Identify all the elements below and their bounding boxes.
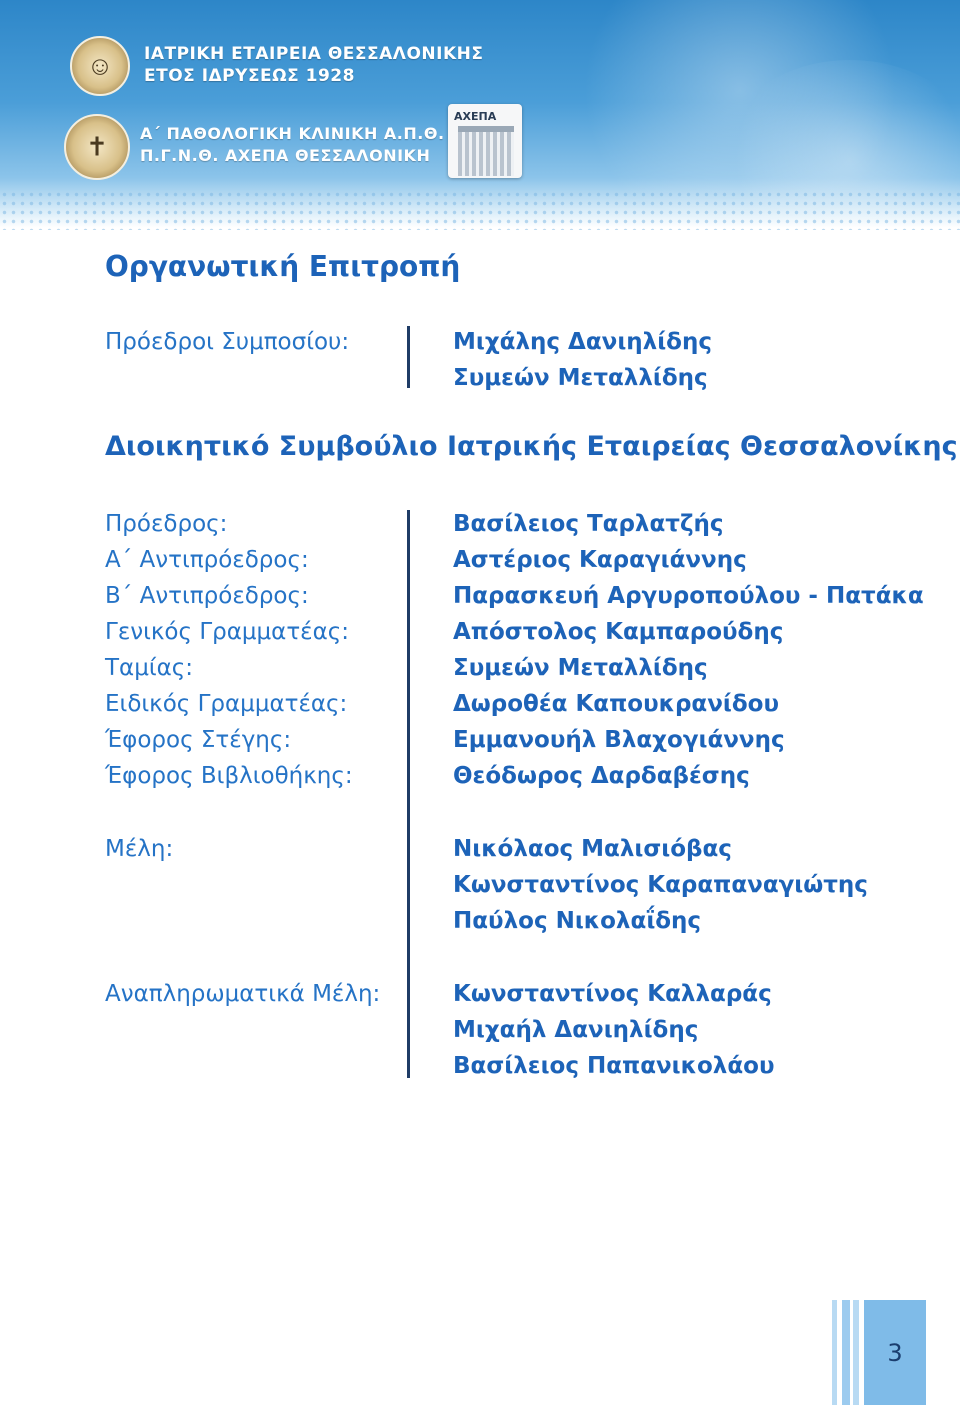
page-number: 3 <box>864 1300 926 1405</box>
hospital-name: Π.Γ.Ν.Θ. ΑΧΕΠΑ ΘΕΣΣΑΛΟΝΙΚΗ <box>140 146 431 165</box>
officer-role: Α΄ Αντιπρόεδρος: <box>105 547 309 573</box>
saint-icon-logo <box>64 114 130 180</box>
officer-name: Δωροθέα Καπουκρανίδου <box>453 691 779 717</box>
symposium-chairs-label: Πρόεδροι Συμποσίου: <box>105 329 350 355</box>
divider-line-2 <box>407 510 410 1078</box>
officer-name: Εμμανουήλ Βλαχογιάννης <box>453 727 785 753</box>
alternate-name: Μιχαήλ Δανιηλίδης <box>453 1017 699 1043</box>
decor-bar <box>842 1300 850 1405</box>
society-founded: ΕΤΟΣ ΙΔΡΥΣΕΩΣ 1928 <box>144 66 355 86</box>
officer-role: Ειδικός Γραμματέας: <box>105 691 348 717</box>
members-label: Μέλη: <box>105 836 174 862</box>
chair-name: Μιχάλης Δανιηλίδης <box>453 329 712 355</box>
officer-name: Συμεών Μεταλλίδης <box>453 655 708 681</box>
alternate-name: Κωνσταντίνος Καλλαράς <box>453 981 772 1007</box>
saint-icon: ✝ <box>86 131 108 162</box>
officer-role: Έφορος Βιβλιοθήκης: <box>105 763 353 789</box>
alternate-name: Βασίλειος Παπανικολάου <box>453 1053 775 1079</box>
officer-role: Β΄ Αντιπρόεδρος: <box>105 583 309 609</box>
hippocrates-logo-icon <box>70 36 130 96</box>
member-name: Νικόλαος Μαλισιόβας <box>453 836 732 862</box>
decor-bar <box>853 1300 859 1405</box>
officer-name: Απόστολος Καμπαρούδης <box>453 619 784 645</box>
clinic-name: Α΄ ΠΑΘΟΛΟΓΙΚΗ ΚΛΙΝΙΚΗ Α.Π.Θ. <box>140 124 445 143</box>
society-name: ΙΑΤΡΙΚΗ ΕΤΑΙΡΕΙΑ ΘΕΣΣΑΛΟΝΙΚΗΣ <box>144 44 484 64</box>
officer-name: Παρασκευή Αργυροπούλου - Πατάκα <box>453 583 924 609</box>
dotted-band <box>0 190 960 230</box>
member-name: Κωνσταντίνος Καραπαναγιώτης <box>453 872 868 898</box>
chair-name: Συμεών Μεταλλίδης <box>453 365 708 391</box>
board-title: Διοικητικό Συμβούλιο Ιατρικής Εταιρείας Θεσσαλονίκης <box>105 431 958 462</box>
officer-name: Θεόδωρος Δαρδαβέσης <box>453 763 750 789</box>
axepa-logo <box>448 104 522 178</box>
officer-role: Έφορος Στέγης: <box>105 727 292 753</box>
alternates-label: Αναπληρωματικά Μέλη: <box>105 981 381 1007</box>
bust-icon: ☺ <box>86 50 114 81</box>
officer-name: Βασίλειος Ταρλατζής <box>453 511 724 537</box>
officer-role: Πρόεδρος: <box>105 511 228 537</box>
organizing-committee-title: Οργανωτική Επιτροπή <box>105 250 461 283</box>
decor-bar <box>832 1300 837 1405</box>
divider-line-1 <box>407 326 410 388</box>
axepa-logo-text: ΑΧΕΠΑ <box>454 110 497 123</box>
building-icon <box>458 126 514 176</box>
officer-role: Ταμίας: <box>105 655 194 681</box>
officer-name: Αστέριος Καραγιάννης <box>453 547 747 573</box>
officer-role: Γενικός Γραμματέας: <box>105 619 350 645</box>
member-name: Παύλος Νικολαΐδης <box>453 908 702 934</box>
